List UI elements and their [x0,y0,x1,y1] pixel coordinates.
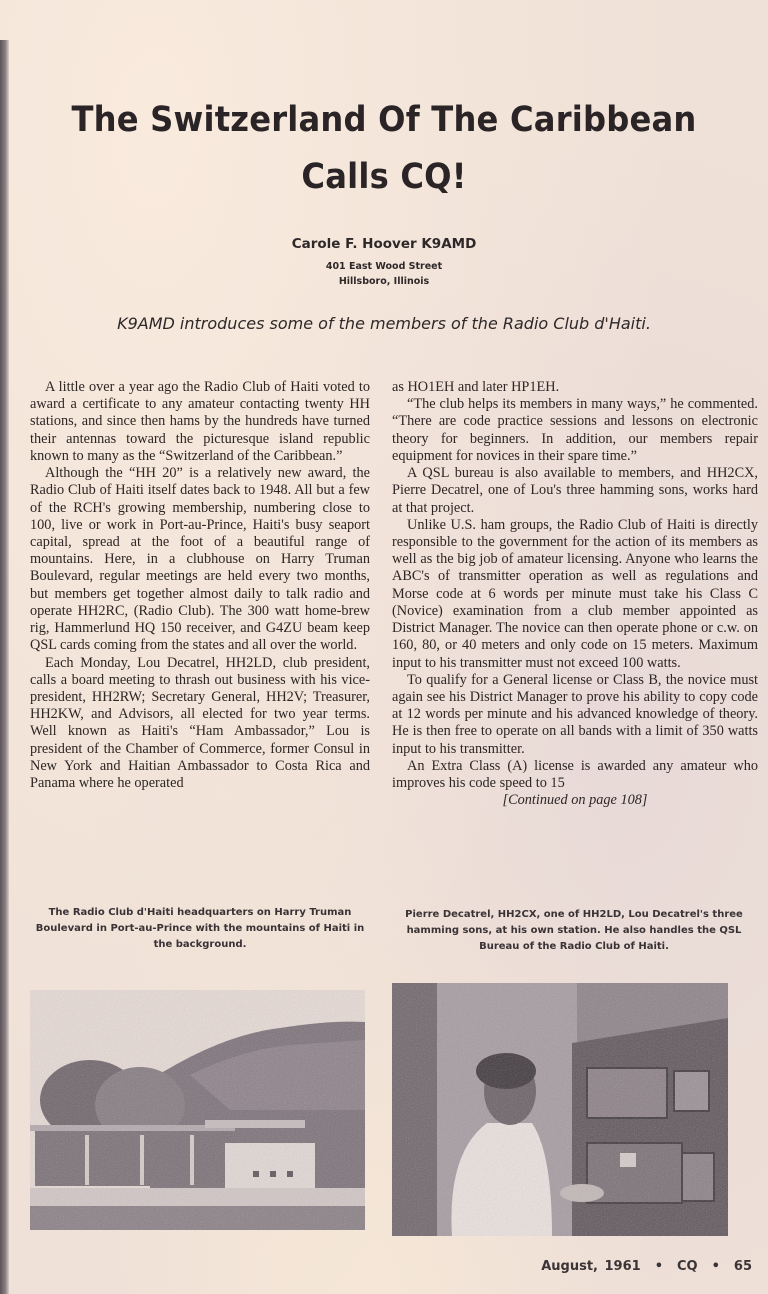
continued-link[interactable]: [Continued on page 108] [502,792,648,809]
paragraph: “The club helps its members in many ways,” he commented. “There are code practice sessions and lessons on electronic theory for beginners. In addition, our members repair equipment for novices in their spare time.” [392,396,758,464]
clubhouse-photo [30,990,365,1230]
article-deck: K9AMD introduces some of the members of the Radio Club d'Haiti. [117,314,651,333]
author-address-street: 401 East Wood Street [325,261,443,272]
footer-date: August, 1961 [541,1259,641,1274]
clubhouse-photo-icon [30,990,365,1230]
operator-station-photo [392,983,728,1236]
operator-station-photo-icon [392,983,728,1236]
paragraph: A QSL bureau is also available to members, and HH2CX, Pierre Decatrel, one of Lou's three hamming sons, works hard at that project. [392,465,758,516]
paragraph: To qualify for a General license or Class B, the novice must again see his District Manager to prove his ability to copy code at 12 words per minute and his advanced knowledge of theory. He is then free to operate on all bands with a limit of 350 watts input to his transmitter. [392,671,758,757]
article-title-line-2: Calls CQ! [301,157,467,197]
page-footer [541,1259,752,1274]
author-name: Carole F. Hoover K9AMD [291,236,477,252]
paragraph: An Extra Class (A) license is awarded any amateur who improves his code speed to 15 [392,757,758,792]
photo-caption-right: Pierre Decatrel, HH2CX, one of HH2LD, Lou Decatrel's three hamming sons, at his own station. He also handles the QSL Bureau of the Radio Club of Haiti. [405,909,743,952]
paragraph: Although the “HH 20” is a relatively new award, the Radio Club of Haiti itself dates back to 1948. All but a few of the RCH's growing membership, numbering close to 100, live or work in Port-au-Prince, Haiti's busy seaport capital, spread at the foot of a beautiful range of mountains. Here, in a clubhouse on Harry Truman Boulevard, regular meetings are held every two months, but members get together almost daily to talk radio and operate HH2RC, (Radio Club). The 300 watt home-brew rig, Hammerlund HQ 150 receiver, and G4ZU beam keep QSL cards coming from the states and all over the world. [30,465,370,654]
paragraph: A little over a year ago the Radio Club of Haiti voted to award a certificate to any amateur contacting twenty HH stations, and since then hams by the hundreds have turned their antennas toward the picturesque island republic known to many as the “Switzerland of the Caribbean.” [30,379,370,464]
text-column-left [30,379,370,792]
photo-caption-left: The Radio Club d'Haiti headquarters on Harry Truman Boulevard in Port-au-Prince with the mountains of Haiti in the background. [35,907,365,950]
page-edge-rule [0,40,9,1294]
paragraph: Each Monday, Lou Decatrel, HH2LD, club president, calls a board meeting to thrash out business with his vice-president, HH2RW; Secretary General, HH2V; Treasurer, HH2KW, and Advisors, all elected for two year terms. Well known as Haiti's “Ham Ambassador,” Lou is president of the Chamber of Commerce, former Consul in New York and Haitian Ambassador to Costa Rica and Panama where he operated [30,654,370,792]
text-column-right [392,379,758,809]
article-title-line-1: The Switzerland Of The Caribbean [71,100,697,140]
paragraph: Unlike U.S. ham groups, the Radio Club of Haiti is directly responsible to the government for the action of its members as well as the big job of amateur licensing. Anyone who learns the ABC's of transmitter operation as well as regulations and Morse code at 6 words per minute must take his Class C (Novice) examination from a club member appointed as District Manager. The novice can then operate phone or c.w. on 160, 80, or 40 meters and only code on 15 meters. Maximum input to his transmitter must not exceed 100 watts. [392,516,758,671]
paragraph: as HO1EH and later HP1EH. [392,379,560,395]
footer-page-number: 65 [733,1259,752,1274]
author-address-city: Hillsboro, Illinois [338,276,430,287]
footer-separator: • [711,1259,720,1274]
footer-magazine: CQ [677,1259,698,1274]
footer-separator: • [654,1259,663,1274]
